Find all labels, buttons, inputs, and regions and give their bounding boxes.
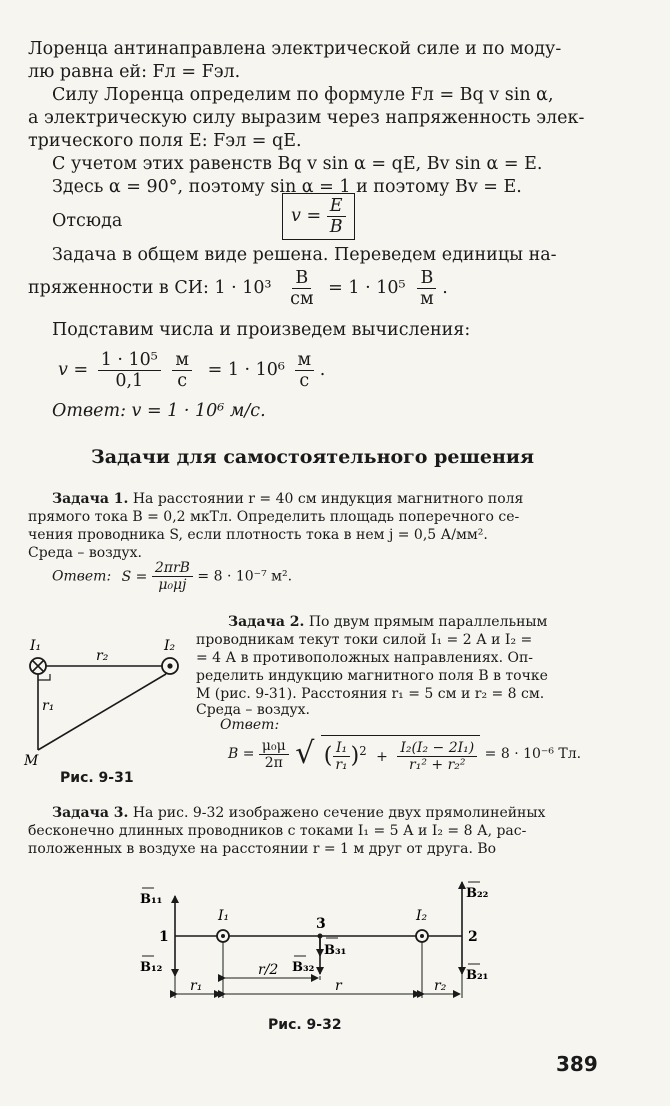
figure-9-32 [130,874,500,1014]
task2-answer-formula [228,735,581,773]
unit-den: см [290,289,314,310]
text-line: пряженности в СИ: 1 · 10³ [28,278,272,299]
text-line: Подставим числа и произведем вычисления: [52,320,471,340]
task-label: Задача 1. [52,491,129,507]
answer-lhs: B = [228,746,255,763]
text-line: а электрическую силу выразим через напряженность элек- [28,108,585,128]
task2-line3: = 4 А в противоположных направлениях. Оп- [196,650,534,666]
unit-eq: = 1 · 10⁵ [328,278,406,299]
label-r-half: r/2 [258,962,279,978]
current-into-icon [30,658,46,674]
task1-answer [52,560,292,593]
calc-den: 0,1 [115,371,144,392]
task-text: По двум прямым параллельным [308,614,548,630]
section-title: Задачи для самостоятельного решения [91,446,535,468]
label-B11: B₁₁ [140,892,163,907]
calc-unit-num: м [295,350,315,371]
sqrt-body: ( $\frac{\text{I₁}}{\text{r₁}}$ )$^2$ + $\frac{\text{I₂(I₂ − 2I₁)}}{\text{r₁² + r₂²}}$ [321,735,480,773]
calc-eq: = 1 · 10⁶ [207,360,285,381]
figure-caption-9-32: Рис. 9-32 [268,1017,342,1033]
calc-num: 1 · 10⁵ [98,350,161,371]
boxed-formula [282,193,355,240]
task-text: На расстоянии r = 40 см индукция магнитного поля [132,491,524,507]
task2-line2: проводникам текут токи силой I₁ = 2 А и I₂ = [196,632,533,648]
task2-line5: M (рис. 9-31). Расстояния r₁ = 5 см и r₂ = 8 см. [196,686,545,702]
calc-lhs: v = [58,360,89,381]
text-line: С учетом этих равенств Bq v sin α = qE, Bv sin α = E. [52,154,543,174]
text-line: Здесь α = 90°, поэтому sin α = 1 и поэтому Bv = E. [52,177,522,197]
task1-line4: Среда – воздух. [28,545,142,561]
calc-dot: . [319,360,326,381]
figure-9-31 [18,630,198,770]
term2-num: I₂(I₂ − 2I₁) [397,740,477,757]
hypotenuse-line [38,674,166,750]
text-line: Задача в общем виде решена. Переведем единицы на- [52,245,557,265]
task-text: На рис. 9-32 изображено сечение двух прямолинейных [132,805,546,821]
formula-lhs: v = [291,206,322,227]
task3-line2: бесконечно длинных проводников с токами I₁ = 5 А и I₂ = 8 А, рас- [28,823,527,839]
task2-line4: ределить индукцию магнитного поля B в точке [196,668,548,684]
label-B12: B₁₂ [140,960,163,975]
text-label-otsyuda: Отсюда [52,211,123,231]
sqrt-sign: √ [295,736,315,772]
task2-line1 [228,613,547,631]
label-B31: B₃₁ [324,943,347,958]
task2-answer-label: Ответ: [220,717,280,733]
answer-lhs: S = [121,568,148,585]
term1-den: r₁ [335,757,348,774]
label-point-2: 2 [468,929,478,945]
answer-den: μ₀μj [158,577,187,594]
unit-num: В [417,268,436,289]
calc-formula [58,350,325,391]
calc-unit-num: м [172,350,192,371]
task1-line2: прямого тока B = 0,2 мкТл. Определить площадь поперечного се- [28,509,520,525]
answer-num: 2πrB [152,560,193,577]
answer-label: Ответ: [52,568,112,585]
task-label: Задача 2. [228,614,305,630]
label-I1: I₁ [218,908,230,924]
task2-line6: Среда – воздух. [196,702,310,718]
label-B32: B₃₂ [292,960,315,975]
text-line: Силу Лоренца определим по формуле Fл = Bq v sin α, [52,85,554,105]
unit-den: м [420,289,434,310]
label-r1: r₁ [190,978,203,994]
answer-rhs: = 8 · 10⁻⁷ м². [197,568,293,585]
label-B21: B₂₁ [466,968,489,983]
current-out-icon [217,930,229,942]
right-angle-mark [38,674,50,680]
task1-line1 [52,490,523,508]
formula-den: B [329,217,343,238]
label-r: r [335,978,342,994]
label-r2: r₂ [96,648,109,664]
page-number: 389 [556,1052,598,1076]
coef-den: 2π [264,754,283,771]
current-out-icon [162,658,178,674]
label-I2: I₂ [416,908,428,924]
label-B22: B₂₂ [466,886,489,901]
label-I2: I₂ [164,638,176,654]
task3-line3: положенных в воздухе на расстоянии r = 1 м друг от друга. Во [28,841,497,857]
unit-conversion [28,268,448,309]
text-line: лю равна ей: Fл = Fэл. [28,62,241,82]
calc-unit-den: с [177,371,188,392]
unit-dot: . [442,278,448,299]
formula-num: E [327,196,346,217]
unit-num: В [292,268,311,289]
label-point-3: 3 [316,916,326,932]
task3-line1 [52,804,545,822]
text-line: трического поля E: Fэл = qE. [28,131,302,151]
task1-line3: чения проводника S, если плотность тока в нем j = 0,5 А/мм². [28,527,488,543]
term1-num: I₁ [333,740,350,757]
label-M: M [24,753,39,769]
text-line: Лоренца антинаправлена электрической силе и по моду- [28,39,562,59]
term2-den: r₁² + r₂² [409,757,466,774]
label-r1: r₁ [42,698,55,714]
figure-caption-9-31: Рис. 9-31 [60,770,134,786]
label-I1: I₁ [30,638,42,654]
coef-num: μ₀μ [259,738,289,755]
point-3-dot [318,934,323,939]
task-label: Задача 3. [52,805,129,821]
label-point-1: 1 [159,929,169,945]
current-out-icon [416,930,428,942]
answer-line: Ответ: v = 1 · 10⁶ м/с. [52,401,266,421]
calc-unit-den: с [299,371,310,392]
label-r2: r₂ [434,978,447,994]
answer-rhs: = 8 · 10⁻⁶ Тл. [484,746,582,763]
